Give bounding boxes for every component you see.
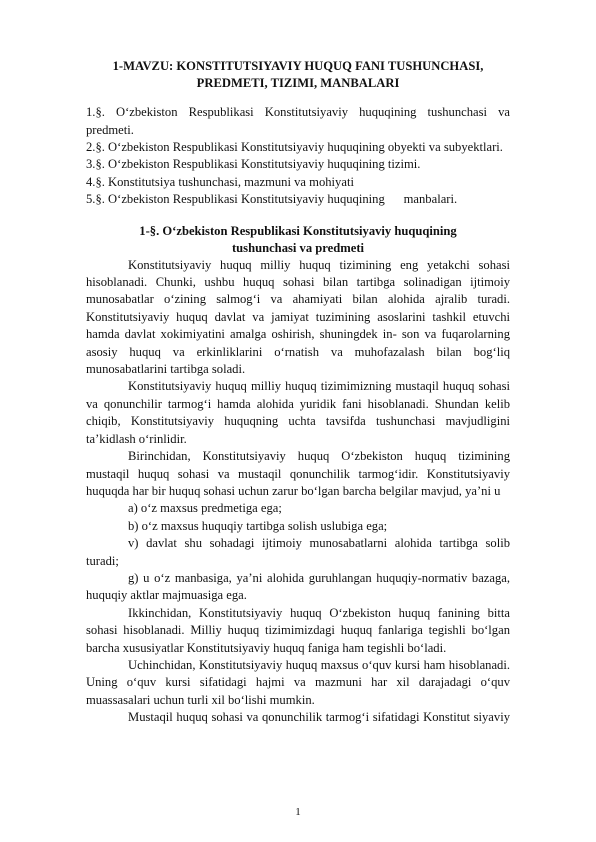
title-line-2: PREDMETI, TIZIMI, MANBALARI [196,75,400,90]
document-title [86,58,510,91]
list-item: a) o‘z maxsus predmetiga ega; [128,501,282,516]
list-item: v) davlat shu sohadagi ijtimoiy munosabatlarni alohida tartibga solib turadi; [86,536,510,568]
list-item: g) u o‘z manbasiga, ya’ni alohida guruhlangan huquqiy-normativ bazaga, huquqiy aktlar majmuasiga ega. [86,570,510,603]
toc-item: 5.§. O‘zbekiston Respublikasi Konstitutsiyaviy huquqining manbalari. [86,192,458,207]
page-number: 1 [295,806,301,818]
table-of-contents [86,104,510,208]
paragraph: Ikkinchidan, Konstitutsiyaviy huquq O‘zbekiston huquq fanining bitta sohasi hisoblanadi. Milliy huquq tizimimizdagi huquq fanlariga tegishli bo‘lgan barcha xususiyatlar Konstitutsiyaviy huquq faniga ham tegishli bo‘ladi. [86,605,510,655]
paragraph: Mustaqil huquq sohasi va qonunchilik tarmog‘i sifatidagi Konstitut siyaviy [128,710,510,725]
toc-item: 1.§. O‘zbekiston Respublikasi Konstitutsiyaviy huquqining tushunchasi va predmeti. [86,105,510,137]
paragraph: Birinchidan, Konstitutsiyaviy huquq O‘zbekiston huquq tizimining mustaqil huquq sohasi va mustaqil qonunchilik tarmog‘idir. Konstitutsiyaviy huquqda har bir huquq sohasi uchun zarur bo‘lgan barcha belgilar mavjud, ya’ni u [86,449,510,498]
list-item: b) o‘z maxsus huquqiy tartibga solish uslubiga ega; [128,518,388,533]
paragraph: Konstitutsiyaviy huquq milliy huquq tizimimizning mustaqil huquq sohasi va qonunchilir tarmog‘i hamda alohida yuridik fani hisoblanadi. Shundan kelib chiqib, Konstitutsiyaviy huquqning uchta tavsifda tushunchasi mavjudligini ta’kidlash o‘rinlidir. [86,379,510,446]
paragraph: Konstitutsiyaviy huquq milliy huquq tizimining eng yetakchi sohasi hisoblanadi. Chunki, ushbu huquq sohasi bilan tartibga solinadigan ijtimoiy munosabatlar o‘zining salmog‘i va ahamiyati bilan alohida ajralib turadi. Konstitutsiyaviy huquq davlat va jamiyat tuzimining asoslarini tashkil etuvchi hamda davlat xokimiyatini amalga oshirish, shuningdek in- son va fuqarolarning asosiy huquq va erkinliklarini o‘rnatish va muhofazalash bilan bog‘liq munosabatlarini tartibga soladi. [86,257,510,377]
section-title [86,223,510,257]
document-page [86,58,510,727]
paragraph: Uchinchidan, Konstitutsiyaviy huquq maxsus o‘quv kursi ham hisoblanadi. Uning o‘quv kursi sifatidagi hajmi va mazmuni har xil darajadagi o‘quv muassasalari uchun turli xil bo‘lishi mumkin. [86,657,510,707]
toc-item: 2.§. O‘zbekiston Respublikasi Konstitutsiyaviy huquqining obyekti va subyektlari. [86,140,503,154]
title-line-1: 1-MAVZU: KONSTITUTSIYAVIY HUQUQ FANI TUSHUNCHASI, [112,59,484,73]
section-title-line-2: tushunchasi va predmeti [231,240,365,255]
toc-item: 4.§. Konstitutsiya tushunchasi, mazmuni va mohiyati [86,174,354,189]
section-title-line-1: 1-§. O‘zbekiston Respublikasi Konstitutsiyaviy huquqining [139,223,457,238]
toc-item: 3.§. O‘zbekiston Respublikasi Konstitutsiyaviy huquqining tizimi. [86,157,421,172]
